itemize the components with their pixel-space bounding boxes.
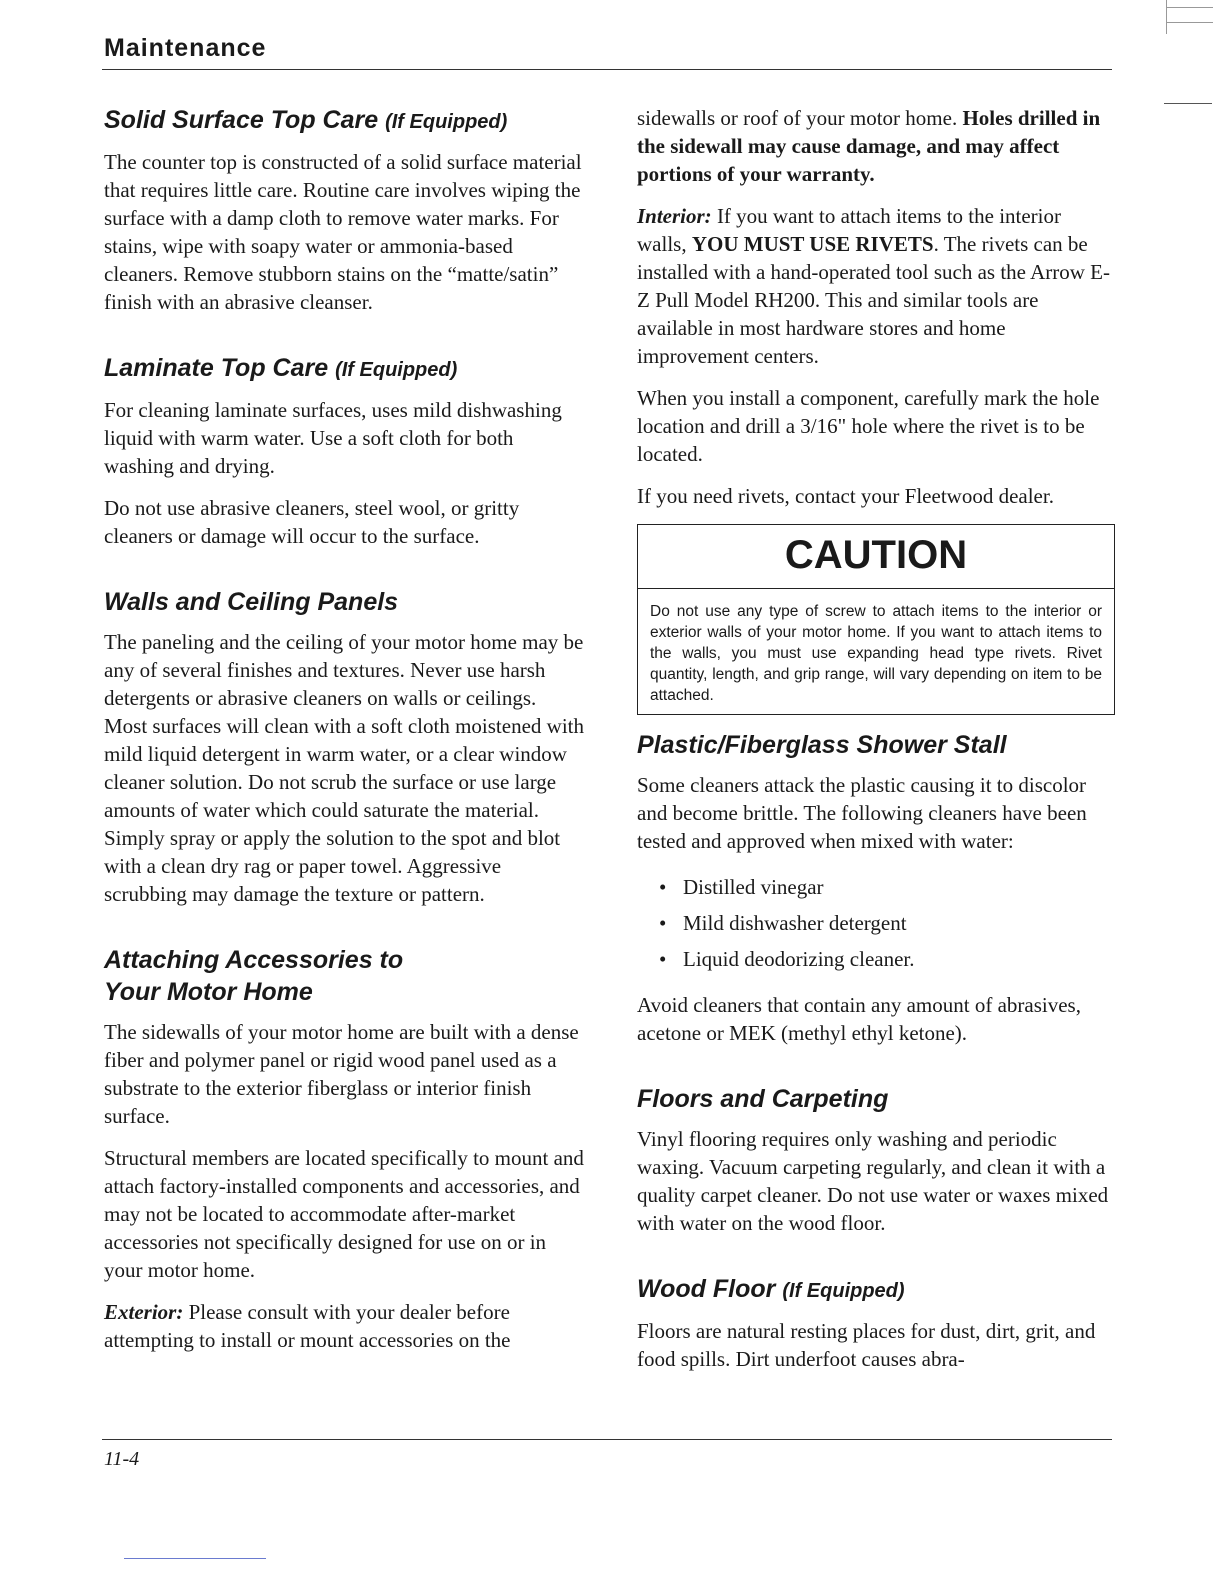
paragraph: Floors are natural resting places for dust, dirt, grit, and food spills. Dirt underfoot causes abra- [637,1319,1096,1371]
margin-mark [1164,103,1212,104]
paragraph: Vinyl flooring requires only washing and periodic waxing. Vacuum carpeting regularly, and clean it with a quality carpet cleaner. Do not use water or waxes mixed with water on the wood floor. [637,1127,1109,1235]
paragraph: Do not use abrasive cleaners, steel wool, or gritty cleaners or damage will occur to the surface. [104,496,520,548]
section-title-laminate: Laminate Top Care (If Equipped) [104,354,458,382]
section-title-solid-surface: Solid Surface Top Care (If Equipped) [104,106,508,134]
footer-rule [102,1439,1112,1440]
paragraph: The paneling and the ceiling of your motor home may be any of several finishes and textures. Never use harsh detergents or abrasive cleaners on walls or ceilings. Most surfaces will clean with a soft cloth moistened with mild liquid detergent in warm water, or a clear window cleaner solution. Do not scrub the surface or use large amounts of water which could saturate the material. Simply spray or apply the solution to the spot and blot with a clean dry rag or paper towel. Aggressive scrubbing may damage the texture or pattern. [104,630,584,906]
section-title-attaching-accessories: Attaching Accessories to Your Motor Home [104,946,404,1006]
list-item: • Liquid deodorizing cleaner. [659,941,1115,977]
list-item: • Distilled vinegar [659,869,1115,905]
paragraph-exterior: Exterior: Please consult with your dealer before attempting to install or mount accessories on the [104,1300,511,1352]
paragraph: The sidewalls of your motor home are built with a dense fiber and polymer panel or rigid wood panel used as a substrate to the exterior fiberglass or interior finish surface. [104,1020,579,1128]
paragraph: sidewalls or roof of your motor home. Holes drilled in the sidewall may cause damage, and may affect portions of your warranty. [637,106,1101,186]
right-column [637,104,1115,1387]
page-number: 11-4 [104,1448,140,1470]
paragraph: Avoid cleaners that contain any amount of abrasives, acetone or MEK (methyl ethyl ketone). [637,993,1081,1045]
paragraph: Structural members are located specifically to mount and attach factory-installed components and accessories, and may not be located to accommodate after-market accessories not specifically designed for use on or in your motor home. [104,1146,584,1282]
paragraph: For cleaning laminate surfaces, uses mild dishwashing liquid with warm water. Use a soft cloth for both washing and drying. [104,398,562,478]
section-title-floors-carpeting: Floors and Carpeting [637,1085,889,1113]
header-rule [102,69,1112,70]
caution-title: CAUTION [638,525,1114,589]
section-title-walls-ceiling: Walls and Ceiling Panels [104,588,399,616]
corner-crop-mark [1166,0,1213,34]
paragraph-interior: Interior: If you want to attach items to the interior walls, YOU MUST USE RIVETS. The rivets can be installed with a hand-operated tool such as the Arrow E-Z Pull Model RH200. This and similar tools are available in most hardware stores and home improvement centers. [637,204,1110,368]
page-header: Maintenance [104,34,267,62]
paragraph: The counter top is constructed of a solid surface material that requires little care. Routine care involves wiping the surface with a damp cloth to remove water marks. For stains, wipe with soapy water or ammonia-based cleaners. Remove stubborn stains on the “matte/satin” finish with an abrasive cleanser. [104,150,582,314]
paragraph: If you need rivets, contact your Fleetwood dealer. [637,484,1054,508]
paragraph: Some cleaners attack the plastic causing it to discolor and become brittle. The following cleaners have been tested and approved when mixed with water: [637,773,1087,853]
section-title-wood-floor: Wood Floor (If Equipped) [637,1275,905,1303]
section-title-shower-stall: Plastic/Fiberglass Shower Stall [637,731,1007,759]
caution-box [637,524,1115,715]
paragraph: When you install a component, carefully mark the hole location and drill a 3/16" hole where the rivet is to be located. [637,386,1100,466]
footer-mark [124,1558,266,1559]
left-column [104,104,584,1368]
cleaner-list [637,869,1115,977]
list-item: • Mild dishwasher detergent [659,905,1115,941]
caution-text: Do not use any type of screw to attach items to the interior or exterior walls of your motor home. If you want to attach items to the walls, you must use expanding head type rivets. Rivet quantity, length, and grip range, will vary depending on item to be attached. [650,603,1102,704]
